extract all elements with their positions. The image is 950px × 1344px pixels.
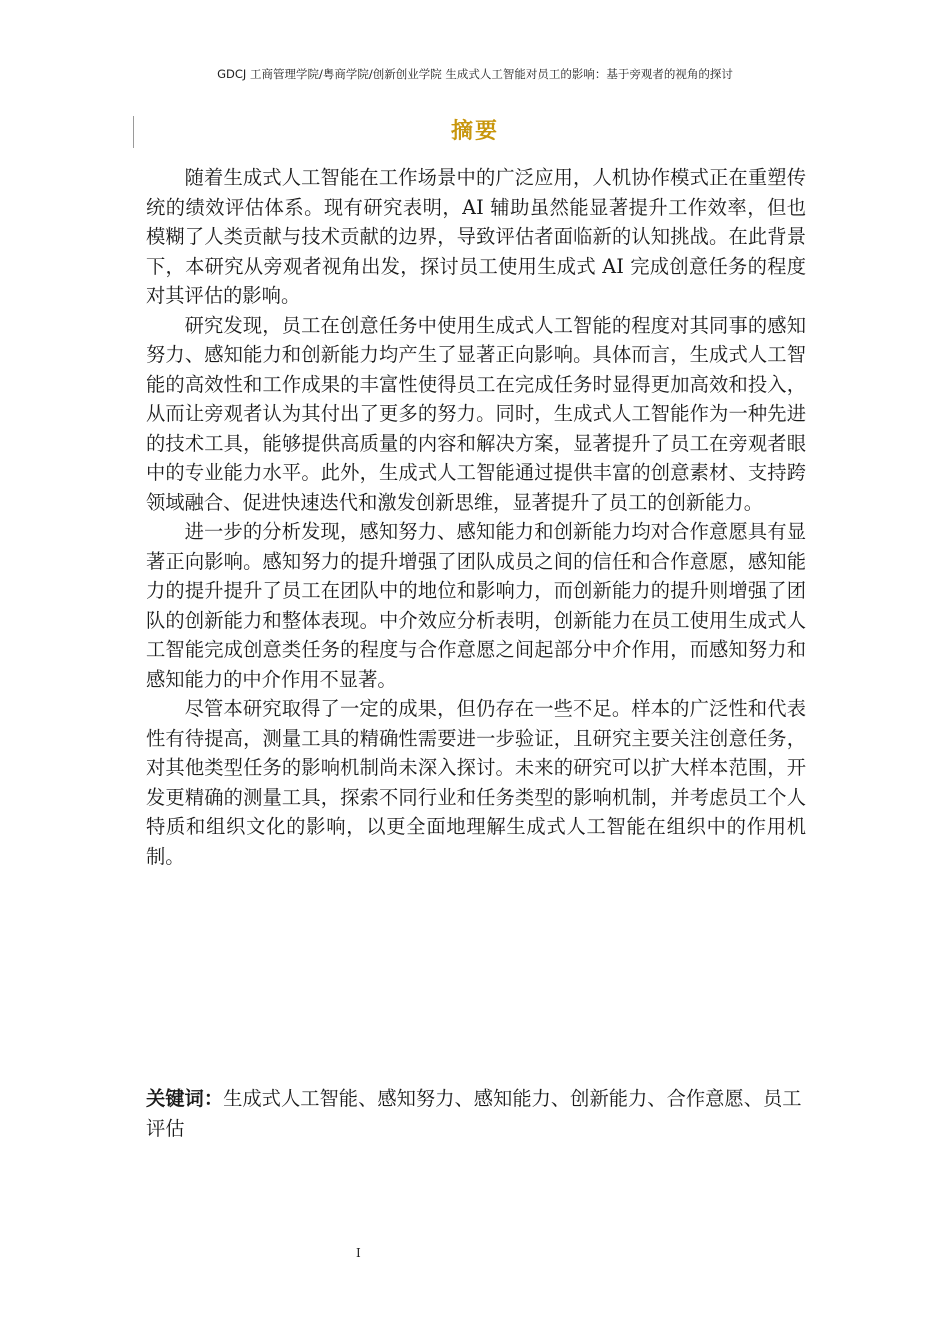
abstract-paragraph-1: 随着生成式人工智能在工作场景中的广泛应用，人机协作模式正在重塑传统的绩效评估体系。现有研究表明，AI 辅助虽然能显著提升工作效率，但也模糊了人类贡献与技术贡献的边界，导致评估者面临新的认知挑战。在此背景下，本研究从旁观者视角出发，探讨员工使用生成式 AI 完成创意任务的程度对其评估的影响。 [146, 166, 806, 307]
keywords-label: 关键词： [146, 1087, 224, 1110]
abstract-paragraph-3: 进一步的分析发现，感知努力、感知能力和创新能力均对合作意愿具有显著正向影响。感知努力的提升增强了团队成员之间的信任和合作意愿，感知能力的提升提升了员工在团队中的地位和影响力，而创新能力的提升则增强了团队的创新能力和整体表现。中介效应分析表明，创新能力在员工使用生成式人工智能完成创意类任务的程度与合作意愿之间起部分中介作用，而感知努力和感知能力的中介作用不显著。 [146, 520, 806, 691]
keywords-list: 生成式人工智能、感知努力、感知能力、创新能力、合作意愿、员工评估 [146, 1087, 802, 1140]
page-title: 摘要 [450, 119, 499, 144]
page-number: I [356, 1246, 361, 1260]
abstract-body [146, 163, 806, 871]
abstract-paragraph-2: 研究发现，员工在创意任务中使用生成式人工智能的程度对其同事的感知努力、感知能力和创新能力均产生了显著正向影响。具体而言，生成式人工智能的高效性和工作成果的丰富性使得员工在完成任务时显得更加高效和投入，从而让旁观者认为其付出了更多的努力。同时，生成式人工智能作为一种先进的技术工具，能够提供高质量的内容和解决方案，显著提升了员工在旁观者眼中的专业能力水平。此外，生成式人工智能通过提供丰富的创意素材、支持跨领域融合、促进快速迭代和激发创新思维，显著提升了员工的创新能力。 [146, 313, 806, 514]
running-header: GDCJ 工商管理学院/粤商学院/创新创业学院 生成式人工智能对员工的影响：基于旁观者的视角的探讨 [217, 67, 733, 81]
keywords [146, 1084, 806, 1144]
abstract-paragraph-4: 尽管本研究取得了一定的成果，但仍存在一些不足。样本的广泛性和代表性有待提高，测量工具的精确性需要进一步验证，且研究主要关注创意任务，对其他类型任务的影响机制尚未深入探讨。未来的研究可以扩大样本范围，开发更精确的测量工具，探索不同行业和任务类型的影响机制，并考虑员工个人特质和组织文化的影响，以更全面地理解生成式人工智能在组织中的作用机制。 [146, 697, 806, 868]
